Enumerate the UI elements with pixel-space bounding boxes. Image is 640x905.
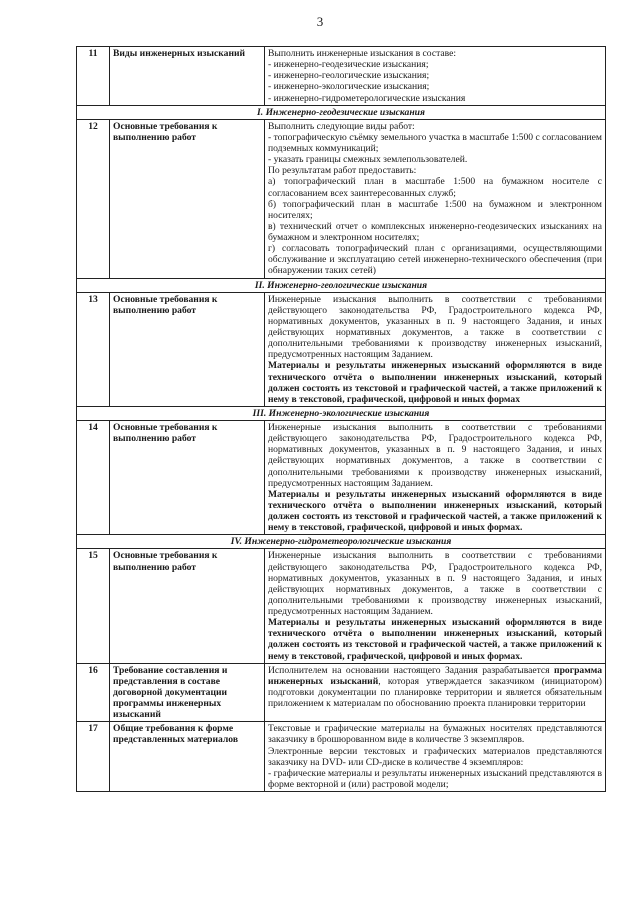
content-bold-text: Материалы и результаты инженерных изысканий оформляются в виде технического отчёта о выполнении инженерных изысканий, который должен состоять из текстовой и графической частей, а также приложений к нему в текстовой, графической, цифровой и иных формах. [268, 488, 602, 534]
content-line: Выполнить инженерные изыскания в составе: [268, 48, 457, 59]
row-number: 11 [77, 47, 110, 106]
row-number: 16 [77, 663, 110, 722]
program-term: программа инженерных изысканий [268, 664, 602, 687]
section-title: IV. Инженерно-гидрометеорологические изыскания [77, 535, 606, 549]
section-title: I. Инженерно-геодезические изыскания [77, 105, 606, 119]
table-row [77, 722, 606, 792]
content-line: - инженерно-геодезические изыскания; [268, 59, 429, 71]
content-line: - инженерно-геологические изыскания; [268, 70, 430, 82]
content-line: - указать границы смежных землепользователей. [268, 154, 468, 166]
row-content [265, 119, 606, 278]
row-name: Виды инженерных изысканий [110, 47, 265, 106]
row-name: Требование составления и представления в составе договорной документации программы инженерных изысканий [110, 663, 265, 722]
section-title: II. Инженерно-геологические изыскания [77, 278, 606, 292]
row-content [265, 722, 606, 792]
content-line: Текстовые и графические материалы на бумажных носителях представляются заказчику в брошюрованном виде в количестве 3 экземпляров. [268, 723, 602, 746]
content-line: г) согласовать топографический план с организациями, осуществляющими обслуживание и эксплуатацию сетей инженерно-технического обеспечения (при обнаружении таких сетей) [268, 243, 602, 277]
table-row [77, 663, 606, 722]
row-name: Общие требования к форме представленных материалов [110, 722, 265, 792]
content-bold-text: Материалы и результаты инженерных изысканий оформляются в виде технического отчёта о выполнении инженерных изысканий, который должен состоять из текстовой и графической частей, а также приложений к нему в текстовой, графической, цифровой и иных формах [268, 360, 602, 405]
row-number: 12 [77, 119, 110, 278]
row-number: 14 [77, 421, 110, 535]
text-part: Исполнителем на основании настоящего Задания разрабатывается [268, 664, 555, 676]
row-name: Основные требования к выполнению работ [110, 119, 265, 278]
content-line: в) технический отчет о комплексных инженерно-геодезических изысканиях на бумажном и электронном носителях; [268, 220, 602, 243]
row-content [265, 663, 606, 722]
content-line: - графические материалы и результаты инженерных изысканий представляются в форме векторной и (или) растровой модели; [268, 767, 602, 790]
row-content [265, 421, 606, 535]
row-number: 17 [77, 722, 110, 792]
row-number: 13 [77, 292, 110, 406]
content-line: б) топографический план в масштабе 1:500 на бумажном и электронном носителях; [268, 198, 602, 221]
table-row [77, 292, 606, 406]
content-line: а) топографический план в масштабе 1:500 на бумажном носителе с согласованием всех заинтересованных служб; [268, 176, 602, 199]
content-line: - топографическую съёмку земельного участка в масштабе 1:500 с согласованием подземных коммуникаций; [268, 131, 602, 154]
section-row [77, 278, 606, 292]
content-text: Инженерные изыскания выполнить в соответствии с требованиями действующего законодательства РФ, Градостроительного кодекса РФ, нормативных документов, указанных в п. 9 настоящего Задания, и иных действующих нормативных документов, а также в соответствии с дополнительными требованиями к производству инженерных изысканий, предусмотренных настоящим Заданием. [268, 550, 602, 617]
content-line: - инженерно-экологические изыскания; [268, 81, 430, 93]
page-number: 3 [316, 14, 324, 29]
section-title: III. Инженерно-экологические изыскания [77, 406, 606, 420]
section-row [77, 535, 606, 549]
row-name: Основные требования к выполнению работ [110, 292, 265, 406]
content-bold-text: Материалы и результаты инженерных изысканий оформляются в виде технического отчёта о выполнении инженерных изысканий, который должен состоять из текстовой и графической частей, а также приложений к нему в текстовой, графической, цифровой и иных формах. [268, 617, 602, 662]
table-row [77, 421, 606, 535]
row-content [265, 549, 606, 663]
content-text [268, 665, 602, 710]
section-row [77, 406, 606, 420]
row-content [265, 292, 606, 406]
table-row [77, 47, 606, 106]
content-line: Электронные версии текстовых и графических материалов представляются заказчику на DVD- или CD-диске в количестве 4 экземпляров: [268, 745, 602, 768]
content-line: Выполнить следующие виды работ: [268, 120, 415, 132]
content-line: - инженерно-гидрометерологические изыскания [268, 92, 466, 104]
requirements-table [76, 46, 606, 792]
content-text: Инженерные изыскания выполнить в соответствии с требованиями действующего законодательства РФ, Градостроительного кодекса РФ, нормативных документов, указанных в п. 9 настоящего Задания, и иных действующих нормативных документов, а также в соответствии с дополнительными требованиями к производству инженерных изысканий, предусмотренных настоящим Заданием. [268, 422, 602, 489]
row-number: 15 [77, 549, 110, 663]
row-name: Основные требования к выполнению работ [110, 421, 265, 535]
text-part: , которая утверждается заказчиком (инициатором) подготовки документации по планировке территории и является обязательным приложением к материалам по обоснованию проекта планировки территории [268, 675, 603, 709]
section-row [77, 105, 606, 119]
table-row [77, 119, 606, 278]
table-row [77, 549, 606, 663]
row-name: Основные требования к выполнению работ [110, 549, 265, 663]
content-line: По результатам работ предоставить: [268, 165, 417, 177]
row-content [265, 47, 606, 106]
content-text: Инженерные изыскания выполнить в соответствии с требованиями действующего законодательства РФ, Градостроительного кодекса РФ, нормативных документов, указанных в п. 9 настоящего Задания, и иных действующих нормативных документов, а также в соответствии с дополнительными требованиями к производству инженерных изысканий, предусмотренных настоящим Заданием. [268, 293, 602, 361]
